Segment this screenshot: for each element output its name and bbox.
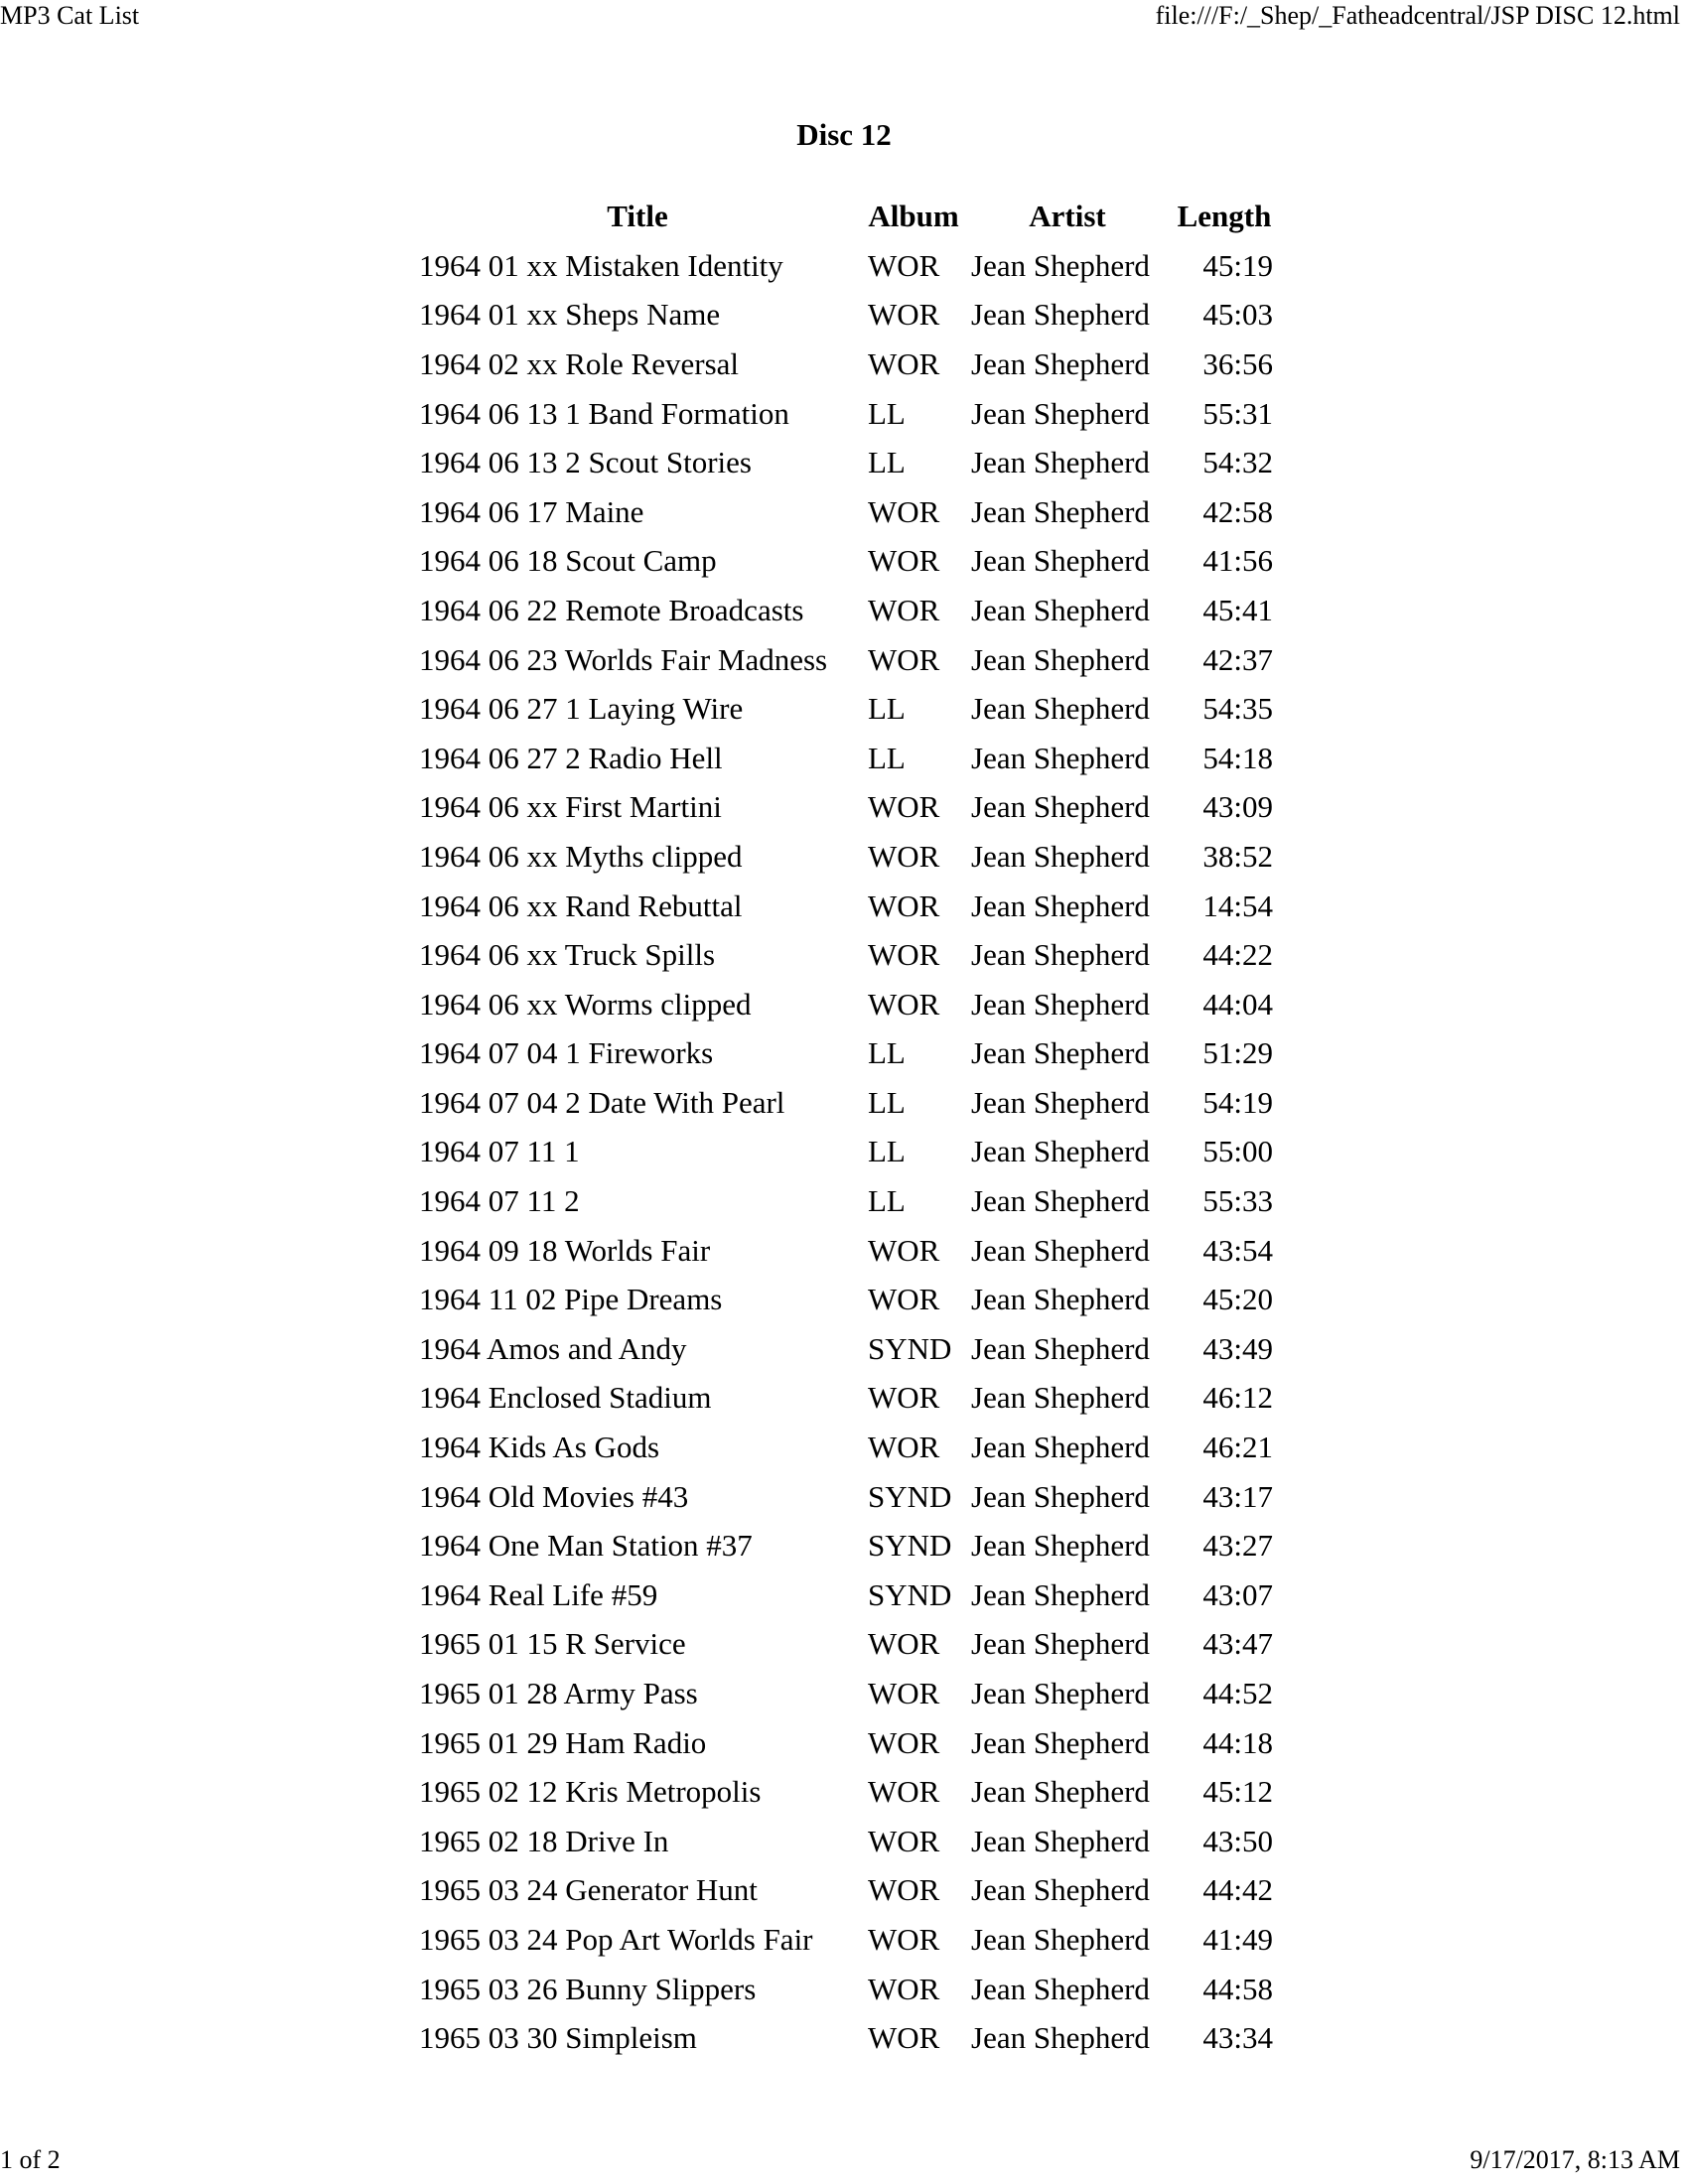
cell-title: 1965 01 28 Army Pass <box>419 1676 698 1711</box>
cell-length: 43:27 <box>1202 1528 1273 1564</box>
cell-title: 1964 02 xx Role Reversal <box>419 345 740 381</box>
cell-title: 1965 02 12 Kris Metropolis <box>419 1774 762 1810</box>
table-row <box>413 291 1279 341</box>
table-row <box>413 389 1279 439</box>
cell-length: 54:18 <box>1202 740 1273 775</box>
cell-artist: Jean Shepherd <box>971 445 1150 480</box>
table-row <box>413 1965 1279 2014</box>
cell-album: WOR <box>868 1430 940 1465</box>
cell-album: LL <box>868 1183 906 1219</box>
cell-artist: Jean Shepherd <box>971 1232 1150 1268</box>
table-row <box>413 1915 1279 1965</box>
print-footer-timestamp: 9/17/2017, 8:13 AM <box>1470 2145 1680 2174</box>
cell-artist: Jean Shepherd <box>971 838 1150 874</box>
table-row <box>413 783 1279 833</box>
cell-title: 1964 06 22 Remote Broadcasts <box>419 592 804 627</box>
cell-title: 1964 06 23 Worlds Fair Madness <box>419 641 828 677</box>
table-row <box>413 1620 1279 1670</box>
table-row <box>413 537 1279 587</box>
table-row <box>413 1767 1279 1817</box>
table-row <box>413 1521 1279 1570</box>
cell-artist: Jean Shepherd <box>971 1134 1150 1169</box>
cell-artist: Jean Shepherd <box>971 1330 1150 1366</box>
table-row <box>413 340 1279 389</box>
table-row <box>413 586 1279 635</box>
cell-artist: Jean Shepherd <box>971 297 1150 333</box>
cell-artist: Jean Shepherd <box>971 1478 1150 1514</box>
table-row <box>413 1817 1279 1866</box>
cell-album: WOR <box>868 1676 940 1711</box>
cell-album: LL <box>868 740 906 775</box>
cell-artist: Jean Shepherd <box>971 691 1150 727</box>
cell-length: 43:50 <box>1202 1823 1273 1858</box>
cell-album: WOR <box>868 1282 940 1317</box>
cell-album: WOR <box>868 1232 940 1268</box>
cell-title: 1965 03 30 Simpleism <box>419 2020 697 2056</box>
track-table <box>413 192 1279 2063</box>
cell-length: 44:22 <box>1202 937 1273 973</box>
table-row <box>413 1423 1279 1472</box>
cell-album: WOR <box>868 592 940 627</box>
cell-artist: Jean Shepherd <box>971 1823 1150 1858</box>
cell-title: 1964 06 17 Maine <box>419 493 644 529</box>
cell-album: WOR <box>868 937 940 973</box>
cell-length: 46:21 <box>1202 1430 1273 1465</box>
cell-length: 45:12 <box>1202 1774 1273 1810</box>
cell-artist: Jean Shepherd <box>971 1528 1150 1564</box>
cell-album: LL <box>868 1035 906 1071</box>
cell-title: 1964 Enclosed Stadium <box>419 1380 712 1416</box>
cell-length: 36:56 <box>1202 345 1273 381</box>
cell-length: 43:09 <box>1202 789 1273 825</box>
cell-album: LL <box>868 1084 906 1120</box>
table-row <box>413 1176 1279 1226</box>
cell-title: 1965 03 26 Bunny Slippers <box>419 1971 757 2006</box>
cell-title: 1965 02 18 Drive In <box>419 1823 669 1858</box>
cell-title: 1964 06 13 2 Scout Stories <box>419 445 752 480</box>
cell-title: 1964 06 xx Rand Rebuttal <box>419 887 743 923</box>
cell-album: WOR <box>868 493 940 529</box>
table-row <box>413 930 1279 980</box>
cell-artist: Jean Shepherd <box>971 1576 1150 1612</box>
cell-title: 1964 07 11 1 <box>419 1134 580 1169</box>
table-row <box>413 1078 1279 1128</box>
cell-album: SYND <box>868 1576 952 1612</box>
cell-artist: Jean Shepherd <box>971 592 1150 627</box>
cell-title: 1964 11 02 Pipe Dreams <box>419 1282 723 1317</box>
table-row <box>413 2013 1279 2063</box>
cell-title: 1965 03 24 Pop Art Worlds Fair <box>419 1921 813 1957</box>
table-header <box>413 192 1279 241</box>
cell-length: 45:20 <box>1202 1282 1273 1317</box>
table-row <box>413 1029 1279 1079</box>
cell-length: 44:42 <box>1202 1872 1273 1908</box>
cell-artist: Jean Shepherd <box>971 247 1150 283</box>
cell-album: LL <box>868 691 906 727</box>
table-row <box>413 1374 1279 1424</box>
cell-length: 44:52 <box>1202 1676 1273 1711</box>
table-row <box>413 241 1279 291</box>
cell-length: 55:33 <box>1202 1183 1273 1219</box>
cell-artist: Jean Shepherd <box>971 1282 1150 1317</box>
table-row <box>413 1570 1279 1620</box>
cell-length: 42:37 <box>1202 641 1273 677</box>
table-row <box>413 832 1279 882</box>
cell-artist: Jean Shepherd <box>971 543 1150 579</box>
cell-title: 1964 06 27 1 Laying Wire <box>419 691 744 727</box>
cell-length: 44:04 <box>1202 986 1273 1022</box>
cell-artist: Jean Shepherd <box>971 740 1150 775</box>
cell-length: 45:19 <box>1202 247 1273 283</box>
cell-title: 1964 Old Movies #43 <box>419 1478 689 1514</box>
table-row <box>413 1866 1279 1916</box>
cell-length: 46:12 <box>1202 1380 1273 1416</box>
header-row <box>413 192 1279 241</box>
cell-artist: Jean Shepherd <box>971 1921 1150 1957</box>
cell-artist: Jean Shepherd <box>971 641 1150 677</box>
cell-length: 14:54 <box>1202 887 1273 923</box>
cell-length: 55:00 <box>1202 1134 1273 1169</box>
cell-title: 1964 06 xx First Martini <box>419 789 722 825</box>
cell-length: 45:03 <box>1202 297 1273 333</box>
table-row <box>413 734 1279 783</box>
cell-title: 1964 06 27 2 Radio Hell <box>419 740 723 775</box>
cell-length: 42:58 <box>1202 493 1273 529</box>
cell-artist: Jean Shepherd <box>971 493 1150 529</box>
cell-title: 1964 07 11 2 <box>419 1183 580 1219</box>
table-row <box>413 1324 1279 1374</box>
cell-album: LL <box>868 445 906 480</box>
cell-album: SYND <box>868 1330 952 1366</box>
cell-artist: Jean Shepherd <box>971 1872 1150 1908</box>
column-header-length: Length <box>1177 199 1272 233</box>
cell-album: WOR <box>868 345 940 381</box>
cell-title: 1965 03 24 Generator Hunt <box>419 1872 758 1908</box>
cell-album: WOR <box>868 1724 940 1760</box>
cell-album: WOR <box>868 1626 940 1662</box>
table-row <box>413 1226 1279 1276</box>
cell-album: WOR <box>868 2020 940 2056</box>
cell-length: 43:49 <box>1202 1330 1273 1366</box>
cell-album: WOR <box>868 1774 940 1810</box>
table-row <box>413 635 1279 685</box>
cell-album: WOR <box>868 641 940 677</box>
cell-length: 41:56 <box>1202 543 1273 579</box>
cell-length: 55:31 <box>1202 395 1273 431</box>
cell-album: WOR <box>868 1380 940 1416</box>
cell-album: WOR <box>868 838 940 874</box>
table-row <box>413 882 1279 931</box>
column-header-artist: Artist <box>1029 199 1106 233</box>
table-row <box>413 1718 1279 1768</box>
cell-album: SYND <box>868 1528 952 1564</box>
cell-album: WOR <box>868 986 940 1022</box>
cell-album: WOR <box>868 1823 940 1858</box>
cell-title: 1964 01 xx Sheps Name <box>419 297 721 333</box>
table-row <box>413 1275 1279 1324</box>
cell-title: 1964 06 18 Scout Camp <box>419 543 717 579</box>
table-row <box>413 438 1279 487</box>
cell-artist: Jean Shepherd <box>971 1380 1150 1416</box>
table-body <box>413 241 1279 2063</box>
cell-artist: Jean Shepherd <box>971 345 1150 381</box>
cell-title: 1965 01 29 Ham Radio <box>419 1724 707 1760</box>
table-row <box>413 1472 1279 1522</box>
cell-length: 41:49 <box>1202 1921 1273 1957</box>
column-header-album: Album <box>868 199 959 233</box>
cell-album: LL <box>868 395 906 431</box>
cell-title: 1964 09 18 Worlds Fair <box>419 1232 711 1268</box>
cell-title: 1964 Kids As Gods <box>419 1430 660 1465</box>
cell-album: SYND <box>868 1478 952 1514</box>
column-header-title: Title <box>607 199 668 233</box>
cell-title: 1964 Real Life #59 <box>419 1576 658 1612</box>
cell-artist: Jean Shepherd <box>971 1035 1150 1071</box>
cell-title: 1964 06 xx Worms clipped <box>419 986 752 1022</box>
page-title: Disc 12 <box>796 117 892 152</box>
cell-title: 1965 01 15 R Service <box>419 1626 686 1662</box>
cell-length: 43:34 <box>1202 2020 1273 2056</box>
cell-title: 1964 Amos and Andy <box>419 1330 687 1366</box>
cell-artist: Jean Shepherd <box>971 887 1150 923</box>
cell-artist: Jean Shepherd <box>971 1084 1150 1120</box>
cell-album: WOR <box>868 789 940 825</box>
cell-artist: Jean Shepherd <box>971 1971 1150 2006</box>
cell-artist: Jean Shepherd <box>971 986 1150 1022</box>
cell-album: WOR <box>868 1872 940 1908</box>
cell-artist: Jean Shepherd <box>971 1430 1150 1465</box>
cell-length: 51:29 <box>1202 1035 1273 1071</box>
cell-artist: Jean Shepherd <box>971 1724 1150 1760</box>
cell-length: 54:35 <box>1202 691 1273 727</box>
cell-album: LL <box>868 1134 906 1169</box>
cell-length: 54:32 <box>1202 445 1273 480</box>
cell-length: 43:17 <box>1202 1478 1273 1514</box>
cell-title: 1964 06 xx Myths clipped <box>419 838 743 874</box>
cell-title: 1964 01 xx Mistaken Identity <box>419 247 783 283</box>
table-row <box>413 980 1279 1029</box>
cell-title: 1964 06 xx Truck Spills <box>419 937 716 973</box>
cell-artist: Jean Shepherd <box>971 1774 1150 1810</box>
cell-artist: Jean Shepherd <box>971 2020 1150 2056</box>
cell-length: 43:54 <box>1202 1232 1273 1268</box>
cell-album: WOR <box>868 1971 940 2006</box>
cell-album: WOR <box>868 297 940 333</box>
cell-length: 44:58 <box>1202 1971 1273 2006</box>
cell-title: 1964 One Man Station #37 <box>419 1528 753 1564</box>
cell-artist: Jean Shepherd <box>971 937 1150 973</box>
cell-length: 44:18 <box>1202 1724 1273 1760</box>
cell-artist: Jean Shepherd <box>971 1183 1150 1219</box>
cell-title: 1964 07 04 1 Fireworks <box>419 1035 714 1071</box>
cell-artist: Jean Shepherd <box>971 1676 1150 1711</box>
print-footer-page-number: 1 of 2 <box>0 2145 61 2174</box>
cell-length: 43:47 <box>1202 1626 1273 1662</box>
cell-album: WOR <box>868 887 940 923</box>
cell-title: 1964 07 04 2 Date With Pearl <box>419 1084 785 1120</box>
cell-length: 38:52 <box>1202 838 1273 874</box>
cell-artist: Jean Shepherd <box>971 395 1150 431</box>
table-row <box>413 1669 1279 1718</box>
cell-length: 45:41 <box>1202 592 1273 627</box>
print-header-url: file:///F:/_Shep/_Fatheadcentral/JSP DISC 12.html <box>1155 1 1680 30</box>
cell-length: 43:07 <box>1202 1576 1273 1612</box>
cell-length: 54:19 <box>1202 1084 1273 1120</box>
table-row <box>413 1128 1279 1177</box>
cell-artist: Jean Shepherd <box>971 1626 1150 1662</box>
print-header-title: MP3 Cat List <box>0 1 140 30</box>
cell-album: WOR <box>868 247 940 283</box>
cell-artist: Jean Shepherd <box>971 789 1150 825</box>
cell-title: 1964 06 13 1 Band Formation <box>419 395 789 431</box>
cell-album: WOR <box>868 1921 940 1957</box>
cell-album: WOR <box>868 543 940 579</box>
table-row <box>413 684 1279 734</box>
table-row <box>413 487 1279 537</box>
